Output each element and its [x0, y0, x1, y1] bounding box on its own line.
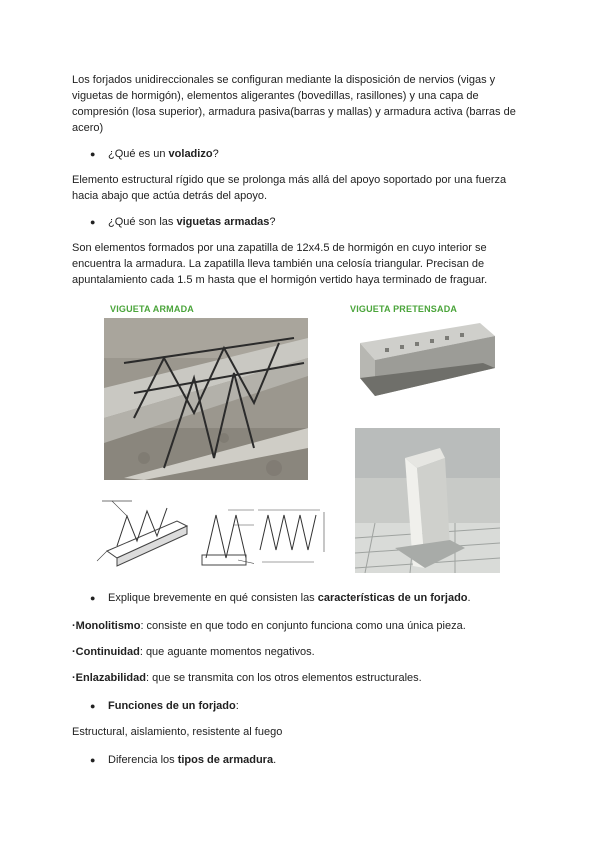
label-vigueta-armada: VIGUETA ARMADA [110, 304, 194, 314]
question-funciones: ● Funciones de un forjado: [90, 700, 239, 712]
answer-funciones: Estructural, aislamiento, resistente al fuego [72, 726, 283, 738]
bullet-icon: ● [90, 755, 96, 765]
intro-line: compresión (losa superior), armadura pasiva(barras y mallas) y armadura activa (barras de [72, 106, 516, 118]
question-viguetas: ● ¿Qué son las viguetas armadas? [90, 216, 276, 228]
vigueta-sketch-1 [92, 496, 192, 574]
label-vigueta-pretensada: VIGUETA PRETENSADA [350, 304, 458, 314]
question-caracteristicas: ● Explique brevemente en qué consisten las características de un forjado. [90, 592, 471, 604]
intro-line: acero) [72, 122, 104, 134]
bullet-icon: ● [90, 701, 96, 711]
vigueta-armada-photo [104, 318, 308, 480]
intro-line: viguetas de hormigón), elementos aligerantes (bovedillas, rasillones) y una capa de [72, 90, 479, 102]
bullet-icon: ● [90, 217, 96, 227]
bullet-icon: ● [90, 593, 96, 603]
vigueta-pretensada-photo [355, 318, 500, 408]
intro-line: Los forjados unidireccionales se configuran mediante la disposición de nervios (vigas y [72, 74, 496, 86]
document-page: Los forjados unidireccionales se configuran mediante la disposición de nervios (vigas y viguetas de hormigón), elementos aligerantes (bovedillas, rasillones) y una capa de compresión (losa superior), armadura pasiva(barras y mallas) y armadura activa (barras de acero) ● ¿Qué es un voladizo? Elemento estructural rígido que se prolonga más allá del apoyo soportado por una fuerza hacia abajo que actúa detrás del apoyo. ● ¿Qué son las viguetas armadas? Son elementos formados por una zapatilla de 12x4.5 de hormigón en cuyo interior se encuentra la armadura. La zapatilla lleva también una celosía triangular. Precisan de apuntalamiento cada 1.5 m hasta que el hormigón vertido haya terminado de fraguar. VIGUETA ARMADA VIGUETA PRETENSADA ● Explique brevemente en qué consisten las características de un forjado. ·Monolitismo: consiste en que todo en conjunto funciona como una única pieza. ·Continuidad: que aguante momentos negativos. ·Enlazabilidad: que se transmita con los otros elementos estructurales. ● Funciones de un forjado: Estructural, aislamiento, resistente al fuego ● Diferencia los tipos de armadura. [0, 0, 600, 848]
vigueta-sketch-3 [254, 500, 334, 572]
item-enlazabilidad: ·Enlazabilidad: que se transmita con los otros elementos estructurales. [72, 672, 422, 684]
item-monolitismo: ·Monolitismo: consiste en que todo en conjunto funciona como una única pieza. [72, 620, 466, 632]
bullet-icon: ● [90, 149, 96, 159]
item-continuidad: ·Continuidad: que aguante momentos negativos. [72, 646, 315, 658]
vigueta-pretensada-detail-photo [355, 428, 500, 573]
question-tipos-armadura: ● Diferencia los tipos de armadura. [90, 754, 277, 766]
question-voladizo: ● ¿Qué es un voladizo? [90, 148, 219, 160]
